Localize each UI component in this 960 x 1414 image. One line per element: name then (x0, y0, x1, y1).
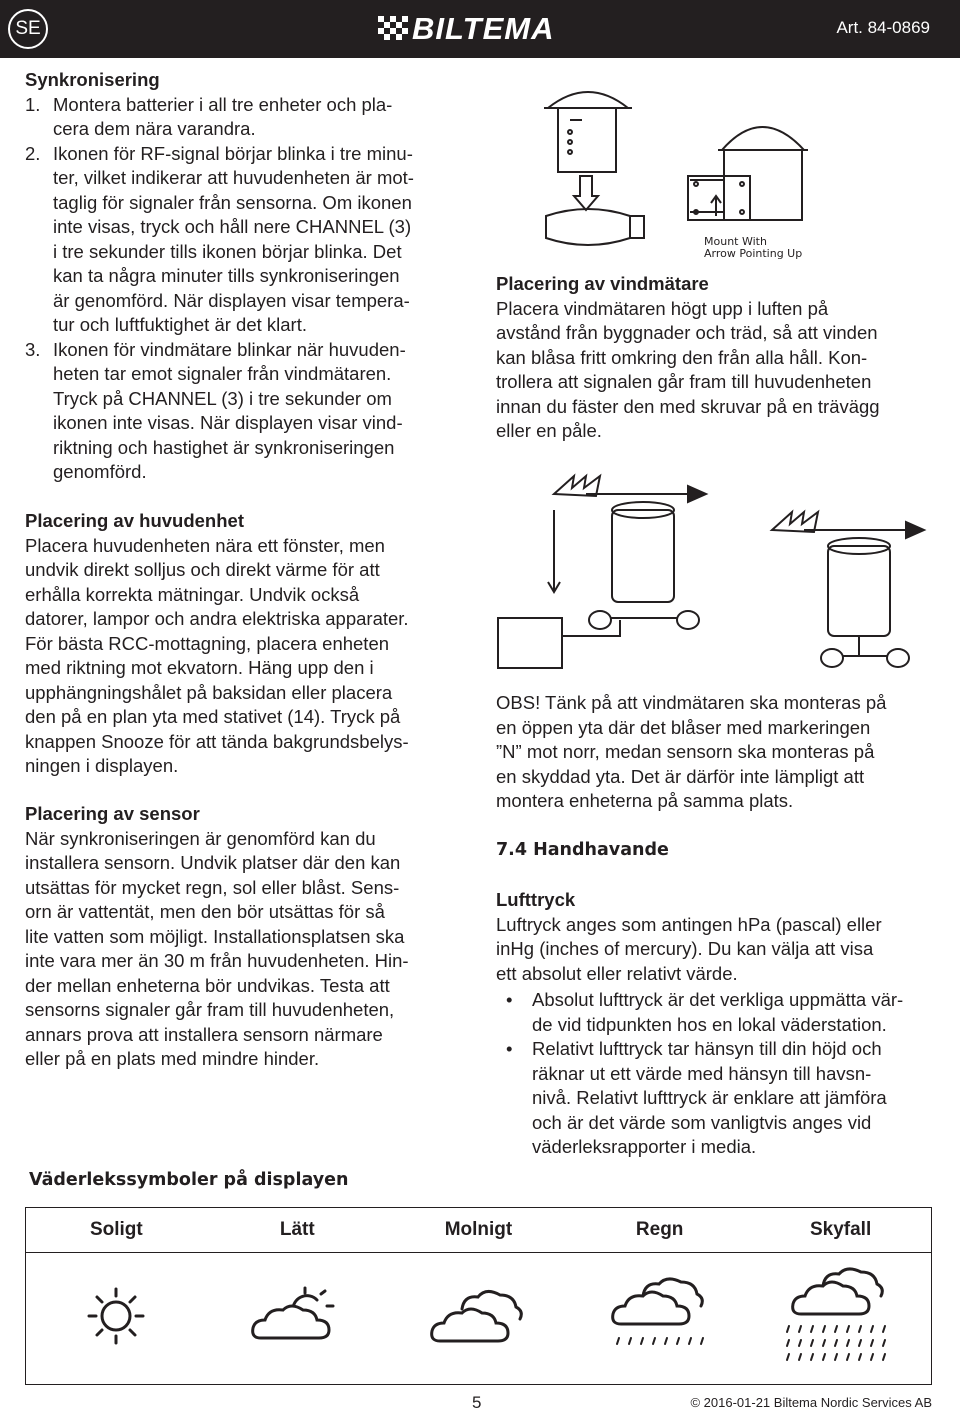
text-line: i tre sekunder tills ikonen börjar blinka. Det (53, 240, 402, 262)
language-badge: SE (8, 9, 48, 49)
step-text (53, 93, 392, 142)
sync-steps (25, 93, 465, 485)
text-line: Tryck på CHANNEL (3) i tre sekunder om (53, 387, 392, 409)
weather-symbols-table (25, 1207, 932, 1385)
text-line: kan blåsa fritt omkring den från alla håll. Kon- (496, 346, 868, 368)
text-line: Montera batterier i all tre enheter och pla- (53, 93, 393, 115)
main-unit-text (25, 534, 470, 779)
sun-icon (86, 1286, 146, 1346)
text-line: kan ta några minuter tills synkroniseringen (53, 265, 400, 286)
text-line: upphängningshålet på baksidan eller placera (25, 681, 393, 703)
text-line: eller en påle. (496, 420, 602, 441)
text-line: orn är vattentät, men den bör utsättas för så (25, 901, 385, 922)
text-line: Placera huvudenheten nära ett fönster, men (25, 534, 385, 556)
text-line: väderleksrapporter i media. (532, 1136, 757, 1157)
sync-section (25, 68, 465, 485)
step-text (53, 338, 406, 485)
sun-cloud-icon (247, 1286, 347, 1346)
text-line: Ikonen för vindmätare blinkar när huvuden- (53, 338, 406, 360)
wind-text (496, 297, 946, 444)
text-line: räknar ut ett värde med hänsyn till havsn- (532, 1062, 872, 1084)
bullet-icon: • (506, 1038, 513, 1059)
text-line: När synkroniseringen är genomförd kan du (25, 827, 376, 849)
bullet-item (496, 988, 946, 1037)
weather-section (29, 1168, 449, 1193)
weather-icon-row (26, 1253, 932, 1385)
mount-label-line: Mount With (704, 235, 767, 248)
weather-col-rain: Regn (569, 1208, 750, 1253)
handling-section (496, 838, 946, 863)
text-line: den på en plan yta med stativet (14). Tryck på (25, 706, 401, 727)
pressure-heading: Lufttryck (496, 889, 576, 910)
text-line: sensorns signaler går fram till huvudenheten, (25, 999, 395, 1020)
header-bar (0, 0, 960, 58)
text-line: ter, vilket indikerar att huvudenheten är mot- (53, 167, 414, 188)
sync-step (25, 338, 465, 485)
brand-name: BILTEMA (412, 11, 555, 46)
weather-header-row (26, 1208, 932, 1253)
text-line: ”N” mot norr, medan sensorn ska monteras på (496, 741, 875, 762)
text-line: riktning och hastighet är synkroniseringen (53, 436, 395, 458)
text-line: undvik direkt solljus och direkt värme för att (25, 559, 380, 580)
text-line: taglig för signaler från sensorna. Om ikonen (53, 191, 412, 213)
text-line: ikonen inte visas. När displayen visar vind- (53, 412, 403, 433)
sync-step (25, 93, 465, 142)
text-line: och är det värde som vanligtvis anges vid (532, 1111, 872, 1133)
step-number: 1. (25, 93, 41, 115)
weather-col-cloudy: Molnigt (388, 1208, 569, 1253)
page-number: 5 (472, 1393, 482, 1412)
text-line: med riktning mot ekvatorn. Häng upp den i (25, 657, 374, 678)
sync-heading: Synkronisering (25, 69, 160, 90)
obs-section (496, 691, 946, 814)
bullet-icon: • (506, 989, 513, 1010)
mount-label (704, 236, 802, 260)
text-line: nivå. Relativt lufttryck är enklare att jämföra (532, 1087, 887, 1108)
sync-step (25, 142, 465, 338)
text-line: heten tar emot signaler från vindmätaren. (53, 363, 392, 384)
bullet-text (532, 988, 903, 1037)
copyright: © 2016-01-21 Biltema Nordic Services AB (690, 1395, 932, 1410)
text-line: trollera att signalen går fram till huvudenheten (496, 371, 872, 392)
text-line: eller på en plats med mindre hinder. (25, 1048, 320, 1069)
text-line: tur och luftfuktighet är det klart. (53, 314, 307, 335)
rain-icon (605, 1276, 715, 1356)
text-line: datorer, lampor och andra elektriska apparater. (25, 608, 409, 629)
article-number: Art. 84-0869 (836, 18, 930, 37)
text-line: Absolut lufttryck är det verkliga uppmätta vär- (532, 989, 904, 1010)
text-line: ett absolut eller relativt värde. (496, 962, 738, 984)
text-line: Relativt lufttryck tar hänsyn till din höjd och (532, 1038, 882, 1059)
text-line: avstånd från byggnader och träd, så att vinden (496, 322, 878, 343)
sensor-text (25, 827, 470, 1072)
text-line: innan du fäster den med skruvar på en trävägg (496, 395, 880, 417)
mount-label-line: Arrow Pointing Up (704, 247, 803, 260)
sensor-section (25, 802, 470, 1072)
text-line: inHg (inches of mercury). Du kan välja att visa (496, 938, 874, 959)
text-line: erhålla korrekta mätningar. Undvik också (25, 583, 360, 605)
text-line: För bästa RCC-mottagning, placera enheten (25, 632, 390, 654)
sensor-heading: Placering av sensor (25, 803, 200, 824)
text-line: OBS! Tänk på att vindmätaren ska monteras på (496, 692, 887, 713)
pressure-text (496, 913, 946, 987)
main-unit-section (25, 509, 470, 779)
brand-logo (378, 11, 555, 46)
text-line: knappen Snooze för att tända bakgrundsbelys- (25, 730, 409, 752)
wind-heading: Placering av vindmätare (496, 273, 709, 294)
weather-col-sunny: Soligt (26, 1208, 207, 1253)
text-line: inte vara mer än 30 m från huvudenheten. Hin- (25, 950, 409, 971)
bullet-text (532, 1037, 887, 1160)
text-line: montera enheterna på samma plats. (496, 790, 794, 811)
step-number: 3. (25, 338, 41, 360)
text-line: inte visas, tryck och håll nere CHANNEL (3) (53, 216, 412, 237)
handling-heading: 7.4 Handhavande (496, 840, 669, 860)
checker-flag-icon (378, 16, 408, 42)
text-line: en skyddad yta. Det är därför inte lämpligt att (496, 765, 865, 787)
text-line: Placera vindmätaren högt upp i luften på (496, 297, 829, 319)
obs-text (496, 691, 946, 814)
text-line: annars prova att installera sensorn närmare (25, 1023, 383, 1045)
text-line: lite vatten som möjligt. Installationsplatsen ska (25, 925, 405, 947)
pressure-section (496, 888, 946, 1160)
sensor-mount-illustration (530, 76, 820, 256)
wind-section (496, 272, 946, 444)
text-line: der mellan enheterna bör undvikas. Testa att (25, 974, 390, 996)
text-line: ningen i displayen. (25, 755, 179, 776)
text-line: utsättas för mycket regn, sol eller blåst. Sens- (25, 876, 400, 898)
step-text (53, 142, 414, 338)
text-line: de vid tidpunkten hos en lokal väderstation. (532, 1013, 887, 1035)
text-line: en öppen yta där det blåser med markeringen (496, 716, 871, 738)
text-line: cera dem nära varandra. (53, 118, 256, 139)
step-number: 2. (25, 142, 41, 164)
weather-col-heavy-rain: Skyfall (750, 1208, 931, 1253)
heavy-rain-icon (781, 1266, 901, 1366)
weather-heading: Väderlekssymboler på displayen (29, 1170, 349, 1190)
pressure-bullets (496, 988, 946, 1160)
weather-col-light: Lätt (207, 1208, 388, 1253)
text-line: genomförd. (53, 461, 147, 482)
text-line: Ikonen för RF-signal börjar blinka i tre minu- (53, 142, 413, 164)
text-line: är genomförd. När displayen visar tempera- (53, 289, 410, 311)
clouds-icon (428, 1285, 528, 1347)
wind-meter-illustration (492, 470, 947, 688)
main-unit-heading: Placering av huvudenhet (25, 510, 244, 531)
text-line: Luftryck anges som antingen hPa (pascal) eller (496, 913, 882, 935)
bullet-item (496, 1037, 946, 1160)
text-line: installera sensorn. Undvik platser där den kan (25, 852, 401, 873)
